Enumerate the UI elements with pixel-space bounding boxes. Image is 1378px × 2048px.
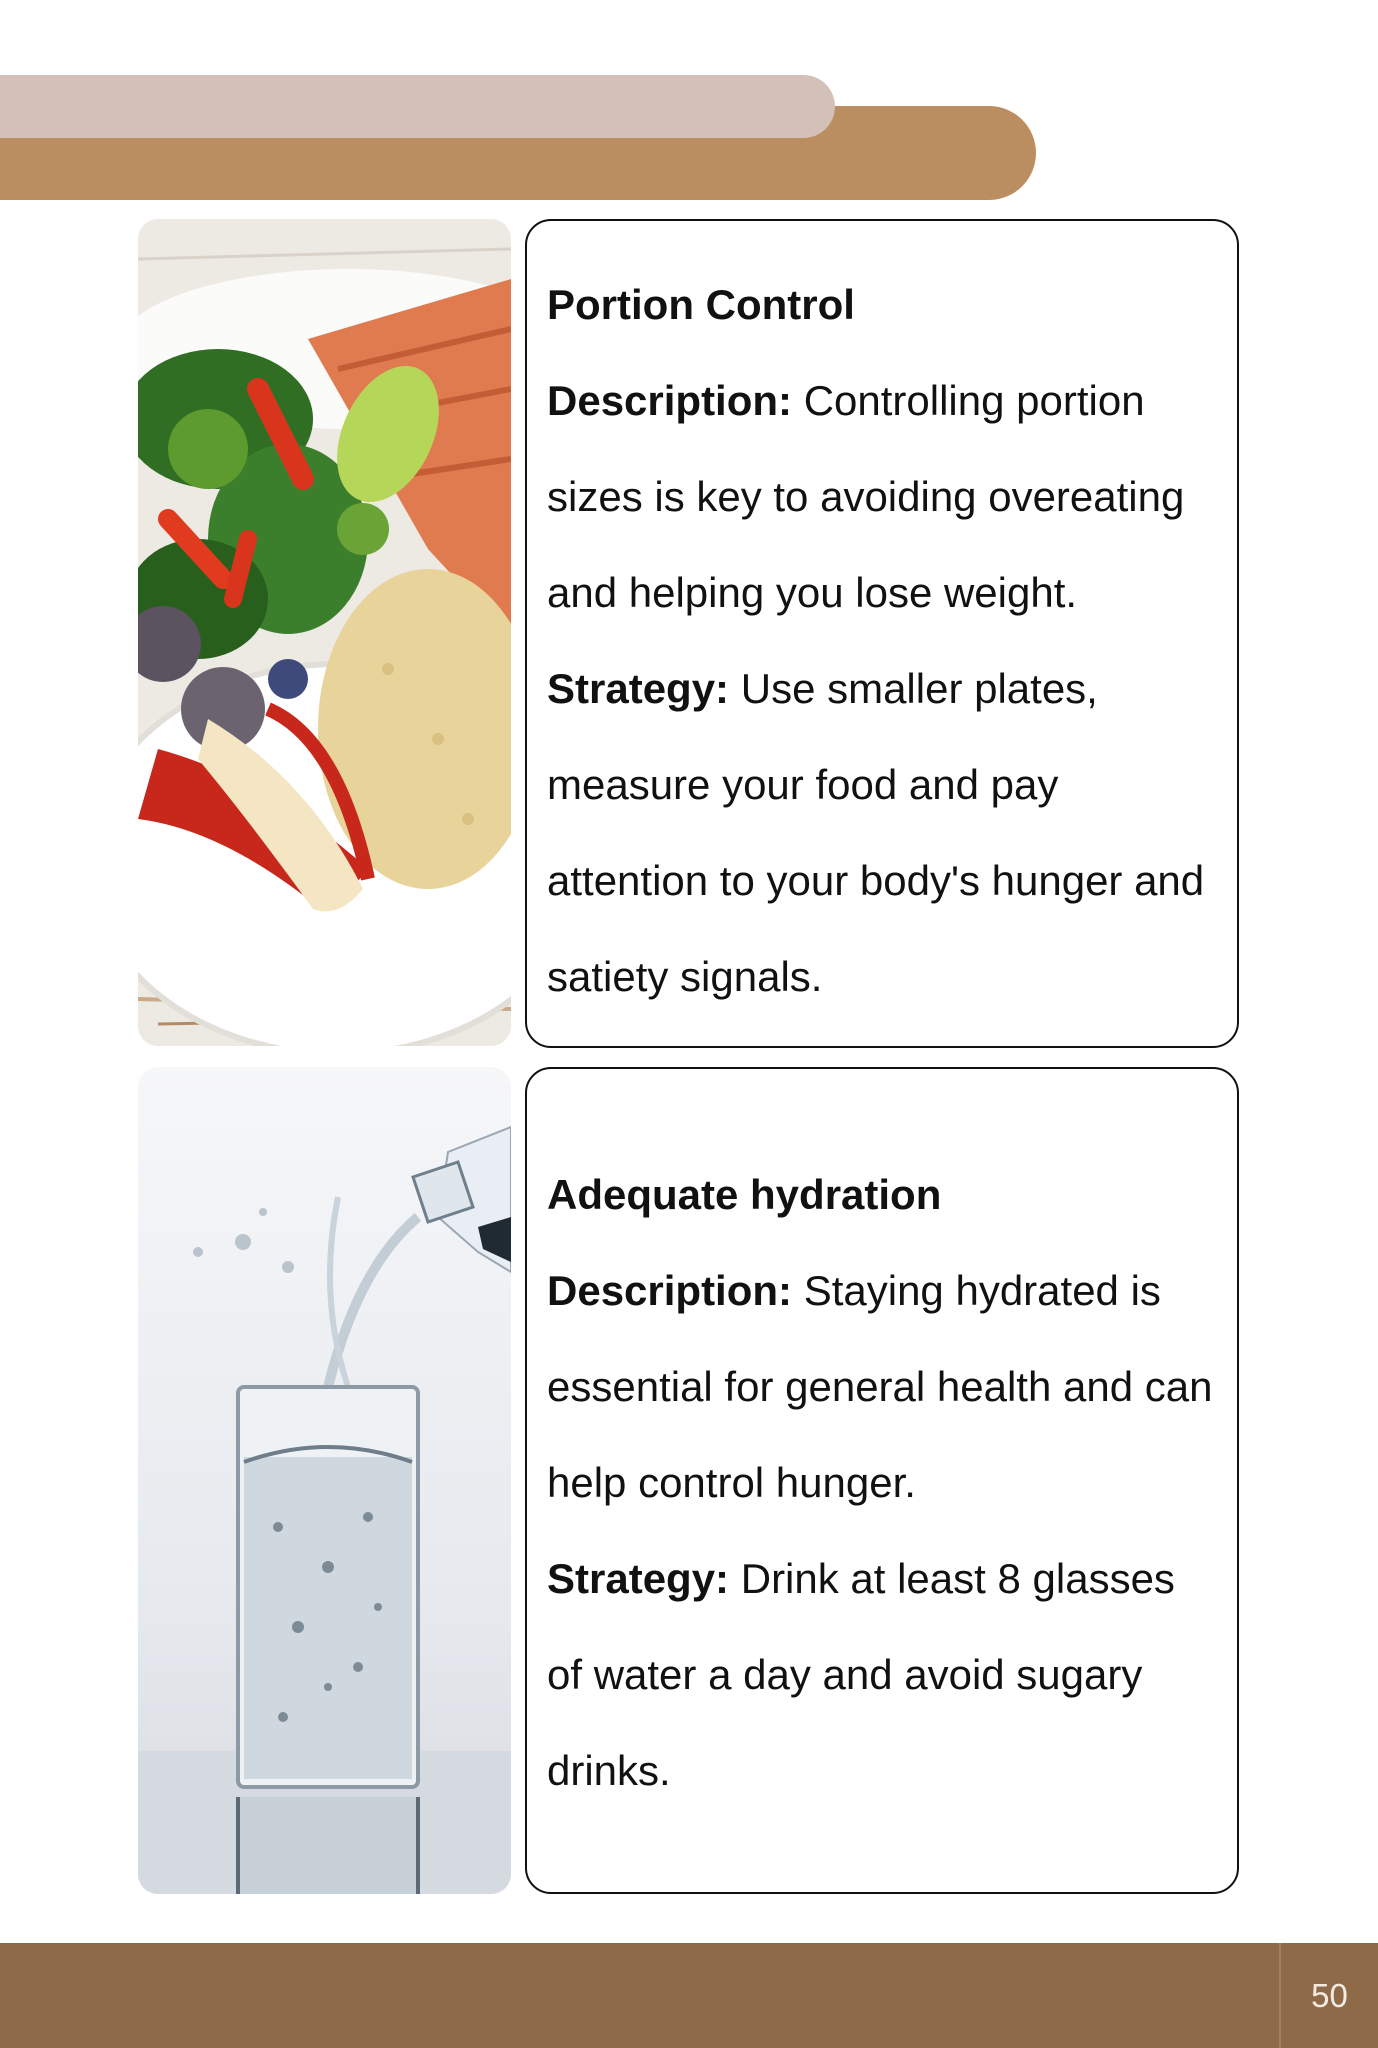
card-title: Portion Control xyxy=(547,281,855,328)
card-description xyxy=(547,1243,1217,1531)
hydration-card xyxy=(525,1067,1239,1894)
footer-bar xyxy=(0,1943,1378,2048)
header-band-light xyxy=(0,75,835,138)
page-number-label: 50 xyxy=(1311,1976,1348,2014)
portion-control-card xyxy=(525,219,1239,1048)
description-label: Description: xyxy=(547,1267,793,1314)
page-number xyxy=(1279,1943,1378,2048)
strategy-text: Use smaller plates, measure your food and pay attention to your body's hunger and satiety signals. xyxy=(547,665,1205,1000)
card-body xyxy=(547,353,1217,1025)
card-title: Adequate hydration xyxy=(547,1171,942,1218)
strategy-text: Drink at least 8 glasses of water a day and avoid sugary drinks. xyxy=(547,1555,1175,1794)
description-text: Staying hydrated is essential for general health and can help control hunger. xyxy=(547,1267,1213,1506)
card-strategy xyxy=(547,1531,1217,1819)
strategy-label: Strategy: xyxy=(547,1555,730,1602)
description-text: Controlling portion sizes is key to avoiding overeating and helping you lose weight. xyxy=(547,377,1185,616)
description-label: Description: xyxy=(547,377,793,424)
water-glass-photo xyxy=(138,1067,511,1894)
healthy-plate-photo xyxy=(138,219,511,1046)
strategy-label: Strategy: xyxy=(547,665,730,712)
